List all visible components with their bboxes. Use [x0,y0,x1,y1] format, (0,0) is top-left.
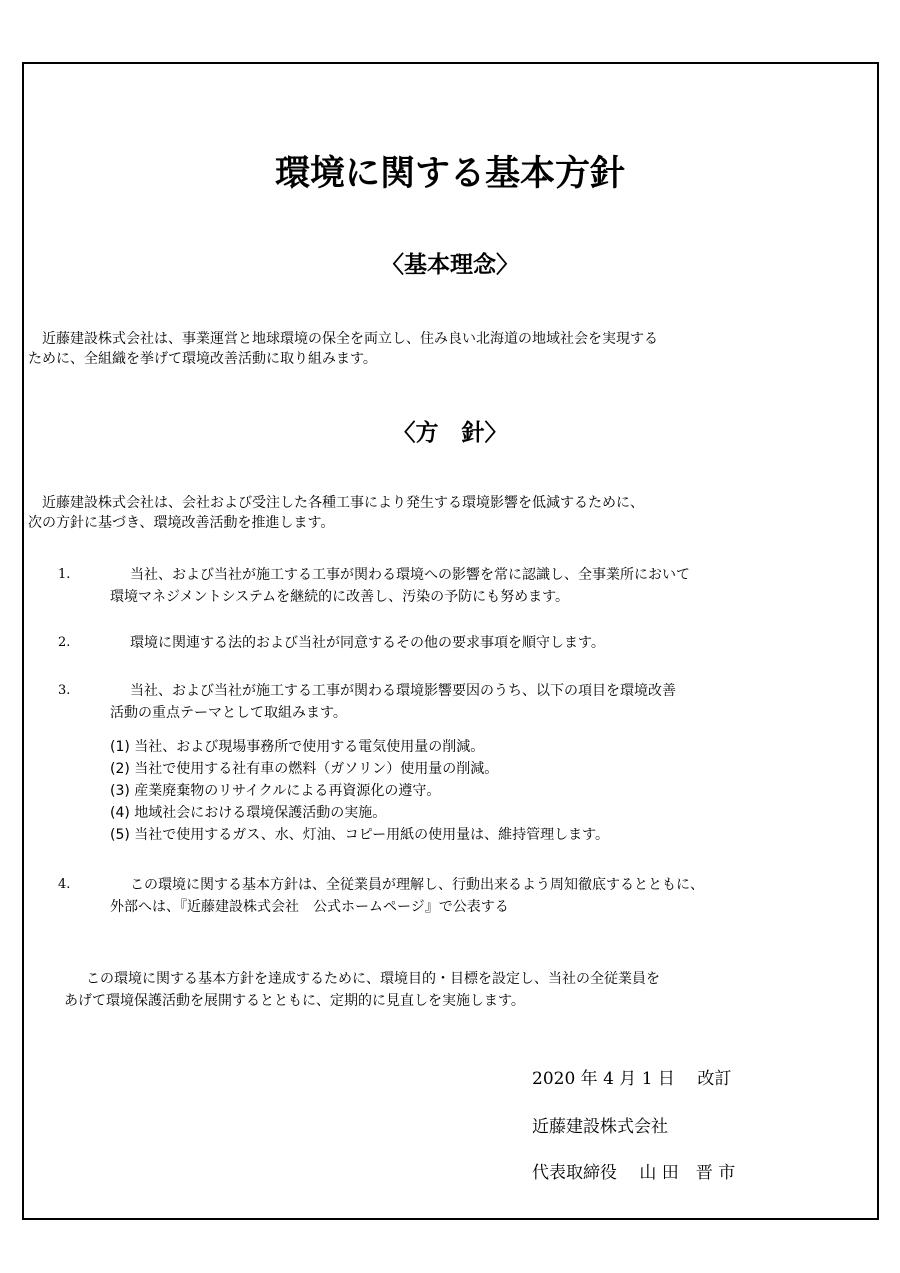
item-1-line-1: 当社、および当社が施工する工事が関わる環境への影響を常に認識し、全事業所において [130,567,690,583]
company-name: 近藤建設株式会社 [532,1117,668,1137]
subitem-5: (5) 当社で使用するガス、水、灯油、コピー用紙の使用量は、維持管理します。 [110,827,610,843]
policy-intro-line-2: 次の方針に基づき、環境改善活動を推進します。 [28,515,335,531]
philosophy-line-1: 近藤建設株式会社は、事業運営と地球環境の保全を両立し、住み良い北海道の地域社会を実現する [42,331,658,347]
item-number: 2. [58,635,71,650]
item-4-line-1: この環境に関する基本方針は、全従業員が理解し、行動出来るよう周知徹底するとともに、 [130,877,704,893]
subitem-2: (2) 当社で使用する社有車の燃料（ガソリン）使用量の削減。 [110,761,499,777]
philosophy-line-2: ために、全組織を挙げて環境改善活動に取り組みます。 [28,351,377,367]
representative-name: 代表取締役 山 田 晋 市 [532,1163,736,1183]
closing-line-2: あげて環境保護活動を展開するとともに、定期的に見直しを実施します。 [64,993,525,1009]
revision-date: 2020 年 4 月 1 日 改訂 [532,1069,732,1089]
policy-heading: 〈方 針〉 [392,419,508,446]
document-title: 環境に関する基本方針 [274,153,625,194]
item-number: 4. [58,877,71,892]
closing-line-1: この環境に関する基本方針を達成するために、環境目的・目標を設定し、当社の全従業員を [86,971,660,987]
policy-intro-line-1: 近藤建設株式会社は、会社および受注した各種工事により発生する環境影響を低減するために、 [42,495,644,511]
item-4-line-2: 外部へは、『近藤建設株式会社 公式ホームページ』で公表する [110,899,509,915]
philosophy-heading: 〈基本理念〉 [381,251,519,278]
item-number: 1. [58,567,71,582]
item-2-line-1: 環境に関連する法的および当社が同意するその他の要求事項を順守します。 [130,635,605,651]
item-3-line-1: 当社、および当社が施工する工事が関わる環境影響要因のうち、以下の項目を環境改善 [130,683,676,699]
subitem-1: (1) 当社、および現場事務所で使用する電気使用量の削減。 [110,739,485,755]
subitem-3: (3) 産業廃棄物のリサイクルによる再資源化の遵守。 [110,783,441,799]
item-1-line-2: 環境マネジメントシステムを継続的に改善し、汚染の予防にも努めます。 [110,589,570,605]
item-3-line-2: 活動の重点テーマとして取組みます。 [110,705,347,721]
item-number: 3. [58,683,71,698]
subitem-4: (4) 地域社会における環境保護活動の実施。 [110,805,387,821]
